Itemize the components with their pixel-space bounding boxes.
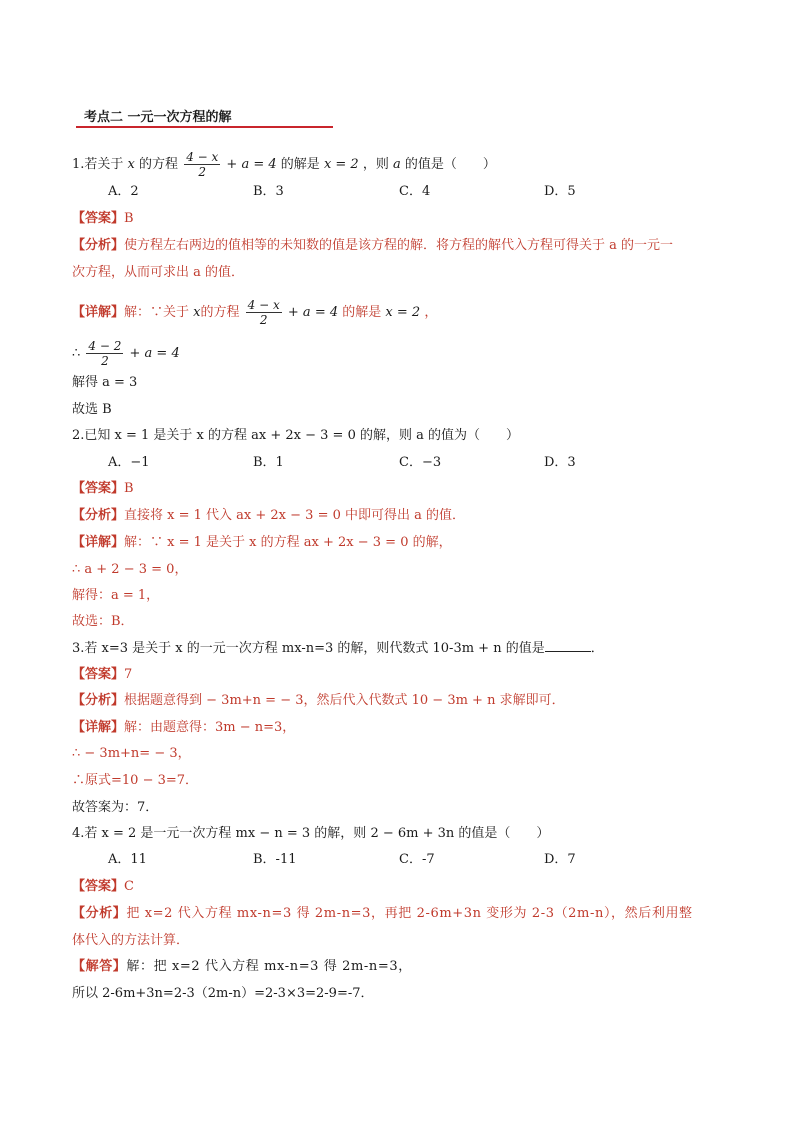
q3-step1: ∴ − 3m+n= − 3， bbox=[72, 746, 191, 761]
q4-stem: 4.若 x = 2 是一元一次方程 mx − n = 3 的解，则 2 − 6m + 3n 的值是（ ） bbox=[72, 826, 550, 841]
q3-step3: 故答案为：7． bbox=[72, 800, 159, 815]
q4-option-b: B．-11 bbox=[253, 852, 297, 867]
q1-stem: 1.若关于 x 的方程 $\frac{4 - x}{2}$ + a = 4 的解是 x = 2 ，则 a 的值是（ ） bbox=[72, 150, 496, 179]
q3-analysis: 【分析】根据题意得到 − 3m+n = − 3，然后代入代数式 10 − 3m + n 求解即可． bbox=[72, 693, 565, 708]
q3-stem: 3.若 x=3 是关于 x 的一元一次方程 mx-n=3 的解，则代数式 10-3m + n 的值是 ． bbox=[72, 641, 604, 656]
q1-analysis-line2: 次方程，从而可求出 a 的值． bbox=[72, 265, 245, 280]
q1-option-d: D．5 bbox=[544, 184, 576, 199]
q1-answer: 【答案】B bbox=[72, 211, 134, 226]
q3-step2: ∴原式=10 − 3=7． bbox=[72, 773, 199, 788]
q3-detail: 【详解】解：由题意得：3m − n=3， bbox=[72, 720, 296, 735]
q2-stem: 2.已知 x = 1 是关于 x 的方程 ax + 2x − 3 = 0 的解，则 a 的值为（ ） bbox=[72, 428, 520, 443]
q2-answer: 【答案】B bbox=[72, 481, 134, 496]
q1-option-c: C．4 bbox=[399, 184, 431, 199]
section-heading: 考点二 一元一次方程的解 bbox=[84, 110, 232, 125]
q1-analysis-line1: 【分析】使方程左右两边的值相等的未知数的值是该方程的解．将方程的解代入方程可得关于 a 的一元一 bbox=[72, 238, 674, 253]
q4-step1: 所以 2-6m+3n=2-3（2m-n）=2-3×3=2-9=-7． bbox=[72, 986, 374, 1001]
q4-option-d: D．7 bbox=[544, 852, 576, 867]
q1-detail: 【详解】解：∵关于 x的方程 $\frac{4 - x}{2}$ + a = 4 的解是 x = 2 ， bbox=[72, 298, 438, 327]
q2-option-b: B．1 bbox=[253, 455, 284, 470]
q2-option-c: C．−3 bbox=[399, 455, 442, 470]
q1-step2: 解得 a = 3 bbox=[72, 375, 138, 390]
q1-option-b: B．3 bbox=[253, 184, 284, 199]
q4-option-a: A．11 bbox=[108, 852, 147, 867]
q3-answer-blank bbox=[545, 639, 591, 652]
q1-step3: 故选 B bbox=[72, 402, 112, 417]
q2-detail: 【详解】解：∵ x = 1 是关于 x 的方程 ax + 2x − 3 = 0 的解， bbox=[72, 535, 452, 550]
q4-analysis-line2: 体代入的方法计算． bbox=[72, 933, 190, 948]
q2-option-a: A．−1 bbox=[108, 455, 150, 470]
q4-detail: 【解答】解：把 x=2 代入方程 mx-n=3 得 2m-n=3， bbox=[72, 959, 412, 974]
q4-answer: 【答案】C bbox=[72, 879, 134, 894]
q2-analysis: 【分析】直接将 x = 1 代入 ax + 2x − 3 = 0 中即可得出 a 的值． bbox=[72, 508, 466, 523]
q2-step1: ∴ a + 2 − 3 = 0， bbox=[72, 562, 188, 577]
q1-option-a: A．2 bbox=[108, 184, 139, 199]
q1-step1-fraction: $\frac{4 - 2}{2}$ bbox=[88, 339, 122, 368]
q4-analysis-line1: 【分析】把 x=2 代入方程 mx-n=3 得 2m-n=3，再把 2-6m+3n 变形为 2-3（2m-n），然后利用整 bbox=[72, 906, 693, 921]
q1-step1: ∴ $\frac{4 - 2}{2}$ + a = 4 bbox=[72, 339, 180, 368]
q3-answer: 【答案】7 bbox=[72, 667, 133, 682]
q2-option-d: D．3 bbox=[544, 455, 576, 470]
q2-step3: 故选：B． bbox=[72, 614, 134, 629]
q2-step2: 解得：a = 1， bbox=[72, 588, 160, 603]
q1-detail-fraction: $\frac{4 - x}{2}$ bbox=[247, 298, 280, 327]
q4-option-c: C．-7 bbox=[399, 852, 435, 867]
q1-fraction: $\frac{4 - x}{2}$ bbox=[186, 150, 219, 179]
heading-underline bbox=[76, 126, 333, 128]
